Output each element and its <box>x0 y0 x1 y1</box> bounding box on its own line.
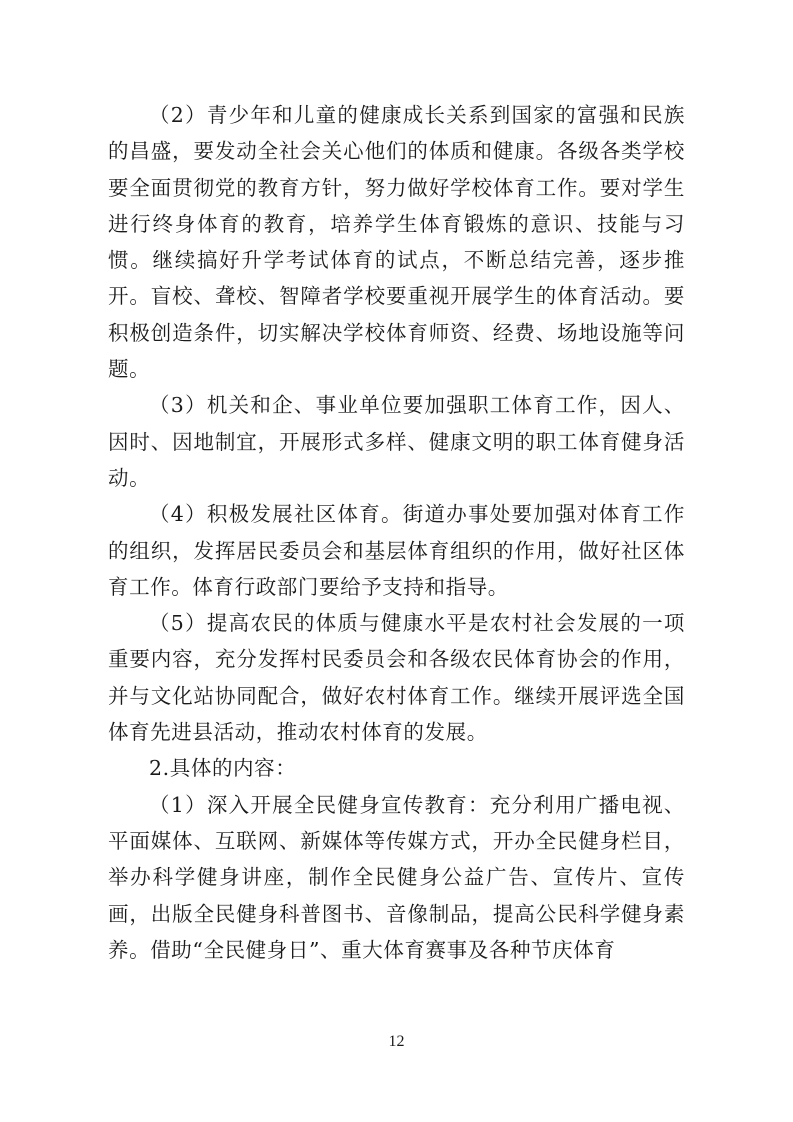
document-body <box>108 97 685 968</box>
section-heading-specific-content: 2.具体的内容： <box>149 756 297 781</box>
paragraph-community-sports: （4）积极发展社区体育。街道办事处要加强对体育工作的组织，发挥居民委员会和基层体育组织的作用，做好社区体育工作。体育行政部门要给予支持和指导。 <box>108 502 685 599</box>
paragraph-fitness-publicity: （1）深入开展全民健身宣传教育：充分利用广播电视、平面媒体、互联网、新媒体等传媒方式，开办全民健身栏目，举办科学健身讲座，制作全民健身公益广告、宣传片、宣传画，出版全民健身科普图书、音像制品，提高公民科学健身素养。借助“全民健身日”、重大体育赛事及各种节庆体育 <box>108 792 685 962</box>
paragraph-workplace-sports: （3）机关和企、事业单位要加强职工体育工作，因人、因时、因地制宜，开展形式多样、健康文明的职工体育健身活动。 <box>108 393 685 490</box>
paragraph-school-sports: （2）青少年和儿童的健康成长关系到国家的富强和民族的昌盛，要发动全社会关心他们的体质和健康。各级各类学校要全面贯彻党的教育方针，努力做好学校体育工作。要对学生进行终身体育的教育，培养学生体育锻炼的意识、技能与习惯。继续搞好升学考试体育的试点，不断总结完善，逐步推开。盲校、聋校、智障者学校要重视开展学生的体育活动。要积极创造条件，切实解决学校体育师资、经费、场地设施等问题。 <box>108 103 685 382</box>
paragraph-rural-sports: （5）提高农民的体质与健康水平是农村社会发展的一项重要内容，充分发挥村民委员会和各级农民体育协会的作用，并与文化站协同配合，做好农村体育工作。继续开展评选全国体育先进县活动，推动农村体育的发展。 <box>108 611 685 745</box>
page-number: 12 <box>388 1033 405 1050</box>
